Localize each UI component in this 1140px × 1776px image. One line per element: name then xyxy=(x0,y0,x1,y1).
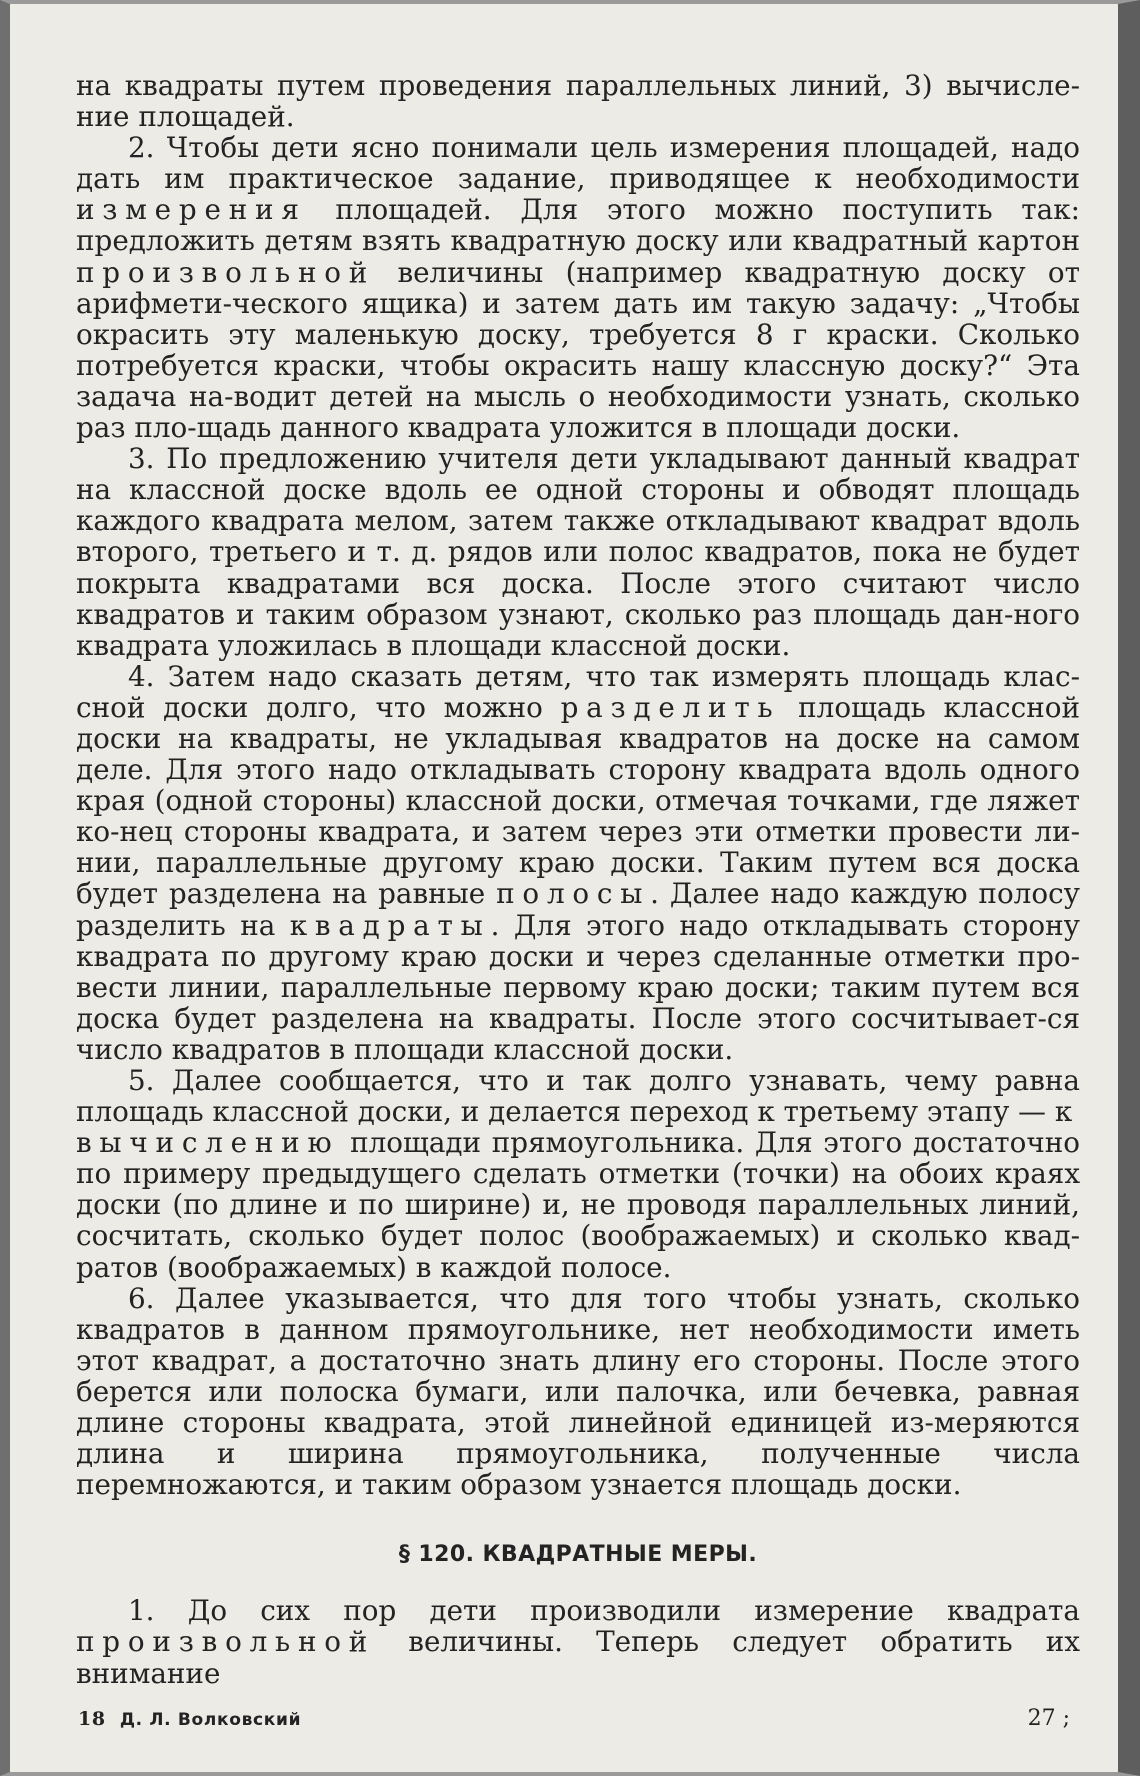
spaced-emphasis: к вычислению xyxy=(76,1095,1080,1160)
paragraph-3 xyxy=(76,443,1080,661)
paragraph-2 xyxy=(76,132,1080,443)
text-run: площади прямоугольника. Для этого достаточно по примеру предыдущего сделать отметки (точки) на обоих краях доски (по длине и по ширине) и, не проводя параллельных линий, сосчитать, сколько будет полос (воображаемых) и сколько квад-ратов (воображаемых) в каждой полосе. xyxy=(76,1126,1080,1284)
text-run: 6. Далее указывается, что для того чтобы узнать, сколько квадратов в данном прямоугольнике, нет необходимости иметь этот квадрат, а достаточно знать длину его стороны. После этого берется или полоска бумаги, или палочка, или бечевка, равная длине стороны квадрата, этой линейной единицей из-меряются длина и ширина прямоугольника, полученные числа перемножаются, и таким образом узнается площадь доски. xyxy=(76,1281,1080,1502)
spaced-emphasis: измерения xyxy=(76,193,307,227)
text-run: . Для этого надо откладывать сторону квадрата по другому краю доски и через сделанные отметки про-вести линии, параллельные первому краю доски; таким путем вся доска будет разделена на квадраты. После этого сосчитывает-ся число квадратов в площади классной доски. xyxy=(76,908,1080,1066)
text-run: 3. По предложению учителя дети укладывают данный квадрат на классной доске вдоль ее одной стороны и обводят площадь каждого квадрата мелом, затем также откладывают квадрат вдоль второго, третьего и т. д. рядов или полос квадратов, пока не будет покрыта квадратами вся доска. После этого считают число квадратов и таким образом узнают, сколько раз площадь дан-ного квадрата уложилась в площади классной доски. xyxy=(76,442,1080,662)
printer-signature xyxy=(78,1708,301,1730)
spaced-emphasis: квадраты xyxy=(289,908,491,942)
spaced-emphasis: полосы xyxy=(496,877,651,911)
spaced-emphasis: произвольной xyxy=(76,1625,376,1659)
page-number: 27 ; xyxy=(1027,1706,1070,1731)
signature-author: Д. Л. Волковский xyxy=(119,1710,302,1730)
text-run: величины (например квадратную доску от арифмети-ческого ящика) и затем дать им такую задачу: „Чтобы окрасить эту маленькую доску, требуется 8 г краски. Сколько потребуется краски, чтобы окрасить нашу классную доску?“ Эта задача на-водит детей на мысль о необходимости узнать, сколько раз пло-щадь данного квадрата уложится в площади доски. xyxy=(76,255,1080,445)
main-text xyxy=(76,70,1080,1689)
text-run: 2. Чтобы дети ясно понимали цель измерения площадей, надо дать им практическое задание, приводящее к необходимости xyxy=(76,131,1080,196)
signature-number: 18 xyxy=(78,1708,106,1730)
text-run: площадей. Для этого можно поступить так: предложить детям взять квадратную доску или квадратный картон xyxy=(76,193,1080,258)
text-run: на квадраты путем проведения параллельных линий, 3) вычисле-ние площадей. xyxy=(76,69,1080,134)
page-footer xyxy=(78,1706,1070,1731)
text-run: . Далее надо каждую полосу разделить на xyxy=(76,877,1080,942)
text-run: величины. Теперь следует обратить их внимание xyxy=(76,1625,1080,1690)
paragraph-5 xyxy=(76,1065,1080,1283)
spaced-emphasis: разделить xyxy=(560,690,781,724)
paragraph-6 xyxy=(76,1283,1080,1501)
spaced-emphasis: произвольной xyxy=(76,255,376,289)
text-run: 4. Затем надо сказать детям, что так измерять площадь клас-сной доски долго, что можно xyxy=(76,659,1080,724)
section-paragraph-1 xyxy=(76,1595,1080,1688)
paragraph-continuation xyxy=(76,70,1080,132)
text-run: площадь классной доски на квадраты, не укладывая квадратов на доске на самом деле. Для этого надо откладывать сторону квадрата вдоль одного края (одной стороны) классной доски, отмечая точками, где ляжет ко-нец стороны квадрата, и затем через эти отметки провести ли-нии, параллельные другому краю доски. Таким путем вся доска будет разделена на равные xyxy=(76,690,1080,911)
text-run: 5. Далее сообщается, что и так долго узнавать, чему равна площадь классной доски, и делается переход к третьему этапу — xyxy=(76,1064,1080,1129)
section-heading: § 120. КВАДРАТНЫЕ МЕРЫ. xyxy=(398,1542,758,1568)
text-run: 1. До сих пор дети производили измерение квадрата xyxy=(128,1594,1080,1628)
paragraph-4 xyxy=(76,661,1080,1065)
